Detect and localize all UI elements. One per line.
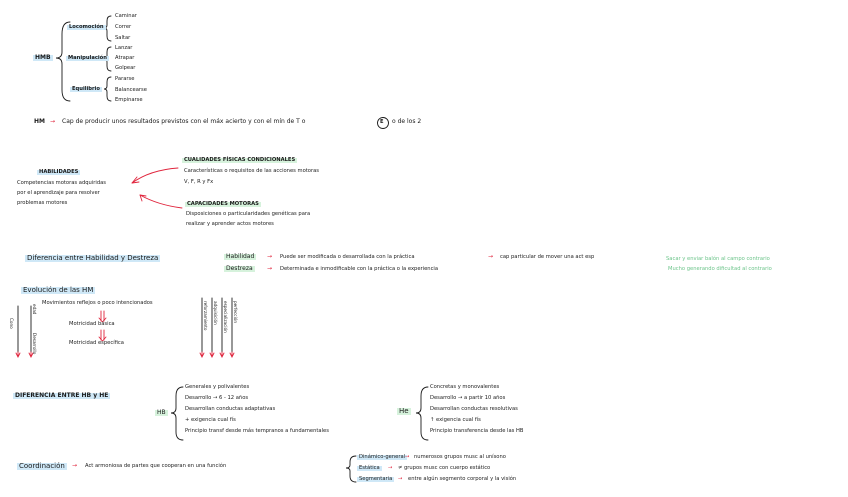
left-arrow-1 (16, 352, 20, 357)
locomocion-label: Locomoción (69, 24, 104, 30)
cualidades-title: CUALIDADES FÍSICAS CONDICIONALES (184, 157, 296, 163)
coordinacion-type-text: entre algún segmento corporal y la visión (408, 476, 517, 482)
he-item: Desarrollo → a partir 10 años (430, 395, 506, 401)
habilidad-text: Puede ser modificada o desarrollada con la práctica (280, 254, 415, 260)
habilidades-label: HABILIDADES (39, 169, 79, 175)
habilidad-arrow: → (267, 253, 273, 260)
coordinacion-type-text: numerosos grupos musc al unísono (414, 454, 506, 460)
equilibrio-item: Empinarse (115, 97, 143, 103)
habilidad-tail: cap particular de mover una act esp (500, 254, 595, 260)
green-note-line: Mucho generando dificultad al contrario (668, 266, 772, 272)
coordinacion-type-arrow: → (398, 476, 403, 482)
hb-item: Desarrollan conductas adaptativas (185, 406, 276, 412)
coordinacion-label: Coordinación (19, 462, 65, 470)
coordinacion-type-label: Estática (359, 465, 380, 471)
green-note-line: Sacar y enviar balón al campo contrario (666, 256, 770, 262)
evolucion-left-label: Cono (9, 318, 14, 329)
hm-definition: Cap de producir unos resultados previstos con el máx acierto y con el mín de T o (62, 118, 306, 125)
diferencia-hd-title: Diferencia entre Habilidad y Destreza (27, 254, 159, 262)
arrow-to-cualidades-head (132, 177, 139, 183)
habilidad-label: Habilidad (226, 253, 255, 260)
hb-item: + exigencia cual fís (185, 417, 236, 423)
hm-label: HM (34, 118, 45, 125)
cualidades-line: V, F, R y Fx (184, 179, 214, 185)
hb-label: HB (157, 409, 166, 416)
he-brace (416, 387, 428, 440)
right-arrow-4 (230, 352, 234, 357)
right-arrow-1 (200, 352, 204, 357)
he-item: ↑ exigencia cual fís (430, 417, 481, 423)
locomocion-item: Correr (115, 24, 132, 30)
coordinacion-type-arrow: → (405, 454, 410, 460)
habilidades-text-line: problemas motores (17, 200, 68, 206)
evolucion-right-label: adquisición (213, 301, 218, 325)
he-item: Principio transferencia desde las HB (430, 428, 524, 434)
equilibrio-label: Equilibrio (72, 86, 100, 92)
right-arrow-2 (210, 352, 214, 357)
destreza-label: Destreza (226, 265, 253, 272)
coordinacion-type-text: ≠ grupos musc con cuerpo estático (398, 465, 491, 471)
evolucion-right-label: perfección (233, 301, 238, 323)
habilidades-text-line: por el aprendizaje para resolver (17, 190, 100, 196)
coordinacion-type-label: Segmentaria (359, 476, 393, 482)
evolucion-right-label: especialización (223, 301, 228, 333)
coordinacion-type-arrow: → (388, 465, 393, 471)
he-item: Concretas y monovalentes (430, 384, 500, 390)
hb-brace (171, 387, 183, 440)
locomocion-item: Saltar (115, 35, 131, 41)
habilidades-text-line: Competencias motoras adquiridas (17, 180, 107, 186)
evolucion-left-label: Desarrollo (32, 333, 37, 355)
right-arrow-3 (220, 352, 224, 357)
circled-e-letter: E (380, 119, 384, 125)
evolucion-left-label: edad (32, 304, 37, 315)
capacidades-line: Disposiciones o particularidades genéticas para (186, 211, 311, 217)
arrow-to-capacidades (140, 195, 182, 208)
coordinacion-arrow: → (72, 462, 78, 469)
hm-arrow: → (50, 118, 56, 125)
evolucion-right-label: reforzamiento (203, 301, 208, 331)
he-item: Desarrollan conductas resolutivas (430, 406, 518, 412)
coordinacion-type-label: Dinámico-general (359, 454, 406, 460)
coordinacion-text: Act armoniosa de partes que cooperan en una función (85, 463, 227, 469)
habilidad-tail-arrow: → (488, 253, 494, 260)
hb-item: Generales y polivalentes (185, 384, 250, 390)
manipulacion-item: Atrapar (115, 55, 135, 61)
hb-item: Principio transf desde más tempranos a fundamentales (185, 428, 329, 434)
coordinacion-brace (346, 456, 356, 482)
manipulacion-label: Manipulación (68, 55, 107, 61)
locomocion-item: Caminar (115, 13, 137, 19)
cualidades-line: Características o requisitos de las acciones motoras (184, 168, 319, 174)
hm-definition-tail: o de los 2 (392, 118, 422, 125)
hmb-brace (56, 22, 70, 101)
evolucion-step: Motricidad básica (69, 321, 115, 327)
hmb-label: HMB (35, 54, 51, 61)
manipulacion-item: Golpear (115, 65, 136, 71)
destreza-arrow: → (267, 265, 273, 272)
diferencia-hbhe-title: DIFERENCIA ENTRE HB y HE (15, 392, 109, 399)
hb-item: Desarrollo → 6 - 12 años (185, 395, 249, 401)
capacidades-title: CAPACIDADES MOTORAS (187, 201, 259, 207)
capacidades-line: realizar y aprender actos motores (186, 221, 274, 227)
destreza-text: Determinada e inmodificable con la práctica o la experiencia (280, 266, 439, 272)
he-label: He (399, 407, 409, 415)
equilibrio-brace (104, 77, 111, 101)
evolucion-title: Evolución de las HM (23, 286, 94, 294)
manipulacion-item: Lanzar (115, 45, 133, 51)
evolucion-step: Motricidad específica (69, 340, 124, 346)
equilibrio-item: Pararse (115, 76, 135, 82)
evolucion-step: Movimientos reflejos o poco intencionados (42, 300, 153, 306)
equilibrio-item: Balancearse (115, 87, 147, 93)
arrow-to-cualidades (132, 168, 178, 183)
